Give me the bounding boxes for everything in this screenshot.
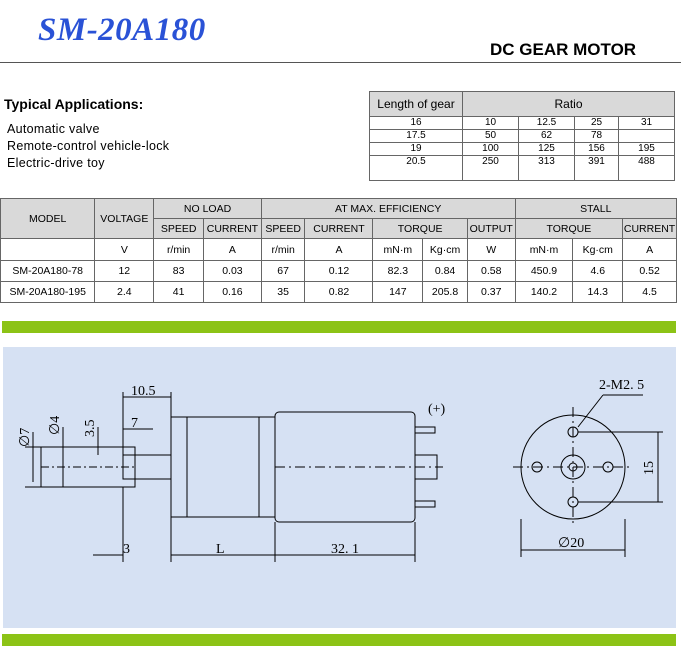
- unit-cell: r/min: [261, 239, 305, 261]
- unit-cell: W: [467, 239, 515, 261]
- spec-table: [0, 198, 677, 303]
- unit-cell: r/min: [154, 239, 204, 261]
- data-cell: SM-20A180-195: [1, 282, 95, 303]
- dim-15: 15: [642, 461, 657, 475]
- header-model: MODEL: [1, 199, 95, 239]
- unit-cell: Kg·cm: [573, 239, 623, 261]
- data-cell: 14.3: [573, 282, 623, 303]
- unit-cell: A: [623, 239, 677, 261]
- header-current: CURRENT: [623, 219, 677, 239]
- ratio-cell: 19: [370, 143, 463, 156]
- output-shaft: [41, 447, 135, 487]
- motor-dimension-drawing: [3, 347, 676, 628]
- applications-title: Typical Applications:: [4, 96, 144, 112]
- terminal-minus: [415, 501, 435, 507]
- ratio-cell: 16: [370, 117, 463, 130]
- dim-3: 3: [123, 542, 130, 557]
- dim-2-m2-5: 2-M2. 5: [599, 378, 645, 393]
- data-cell: 82.3: [373, 261, 423, 282]
- header-no-load: NO LOAD: [154, 199, 262, 219]
- ratio-cell: 25: [575, 117, 619, 130]
- header-stall: STALL: [515, 199, 676, 219]
- data-cell: 4.6: [573, 261, 623, 282]
- data-cell: 147: [373, 282, 423, 303]
- header-divider: [0, 62, 681, 63]
- unit-cell: A: [203, 239, 261, 261]
- ratio-header-ratio: Ratio: [463, 92, 675, 117]
- gear-ratio-table: [369, 91, 675, 181]
- dim-7b: 7: [131, 416, 138, 431]
- dim-dia-4: ∅4: [48, 415, 63, 435]
- header-voltage: VOLTAGE: [95, 199, 154, 239]
- ratio-cell: 31: [619, 117, 675, 130]
- application-item: Electric-drive toy: [7, 156, 105, 170]
- unit-cell: [1, 239, 95, 261]
- ratio-cell: 488: [619, 156, 675, 181]
- data-cell: 205.8: [423, 282, 468, 303]
- ratio-cell: 20.5: [370, 156, 463, 181]
- application-item: Automatic valve: [7, 122, 100, 136]
- application-item: Remote-control vehicle-lock: [7, 139, 170, 153]
- dim-32-1: 32. 1: [331, 542, 359, 557]
- ratio-cell: 313: [519, 156, 575, 181]
- data-cell: 0.16: [203, 282, 261, 303]
- ratio-cell: 391: [575, 156, 619, 181]
- header-max-efficiency: AT MAX. EFFICIENCY: [261, 199, 515, 219]
- data-cell: 450.9: [515, 261, 573, 282]
- ratio-cell: 62: [519, 130, 575, 143]
- data-cell: 0.37: [467, 282, 515, 303]
- ratio-cell: 78: [575, 130, 619, 143]
- data-cell: 0.82: [305, 282, 373, 303]
- data-cell: 67: [261, 261, 305, 282]
- dim-L: L: [216, 542, 225, 557]
- unit-cell: mN·m: [515, 239, 573, 261]
- unit-cell: Kg·cm: [423, 239, 468, 261]
- terminal-plus: [415, 427, 435, 433]
- data-cell: 83: [154, 261, 204, 282]
- unit-cell: A: [305, 239, 373, 261]
- data-cell: 0.12: [305, 261, 373, 282]
- header-torque: TORQUE: [373, 219, 467, 239]
- dim-dia-20: ∅20: [558, 536, 585, 551]
- applications-list: [7, 121, 169, 172]
- data-cell: 35: [261, 282, 305, 303]
- ratio-header-length: Length of gear: [370, 92, 463, 117]
- polarity-plus: (+): [428, 402, 446, 417]
- data-cell: 0.58: [467, 261, 515, 282]
- unit-cell: V: [95, 239, 154, 261]
- ratio-cell: 10: [463, 117, 519, 130]
- ratio-cell: 17.5: [370, 130, 463, 143]
- header-current: CURRENT: [305, 219, 373, 239]
- data-cell: SM-20A180-78: [1, 261, 95, 282]
- dim-3-5: 3.5: [83, 419, 98, 437]
- data-cell: 12: [95, 261, 154, 282]
- section-divider-bar: [2, 321, 676, 333]
- footer-divider-bar: [2, 634, 676, 646]
- ratio-cell: 125: [519, 143, 575, 156]
- header-torque: TORQUE: [515, 219, 623, 239]
- data-cell: 140.2: [515, 282, 573, 303]
- header-output: OUTPUT: [467, 219, 515, 239]
- data-cell: 0.84: [423, 261, 468, 282]
- data-cell: 4.5: [623, 282, 677, 303]
- header-speed: SPEED: [154, 219, 204, 239]
- dim-dia-7: ∅7: [18, 427, 33, 447]
- data-cell: 2.4: [95, 282, 154, 303]
- ratio-cell: 195: [619, 143, 675, 156]
- header-speed: SPEED: [261, 219, 305, 239]
- data-cell: 41: [154, 282, 204, 303]
- model-title: SM-20A180: [38, 12, 206, 48]
- dim-10-5: 10.5: [131, 384, 156, 399]
- ratio-cell: 12.5: [519, 117, 575, 130]
- unit-cell: mN·m: [373, 239, 423, 261]
- ratio-cell: 50: [463, 130, 519, 143]
- product-type: DC GEAR MOTOR: [490, 40, 637, 59]
- ratio-cell: 156: [575, 143, 619, 156]
- header-current: CURRENT: [203, 219, 261, 239]
- technical-drawing: [3, 347, 676, 628]
- ratio-cell: 250: [463, 156, 519, 181]
- data-cell: 0.52: [623, 261, 677, 282]
- ratio-cell: [619, 130, 675, 143]
- ratio-cell: 100: [463, 143, 519, 156]
- data-cell: 0.03: [203, 261, 261, 282]
- shaft-step: [123, 455, 171, 479]
